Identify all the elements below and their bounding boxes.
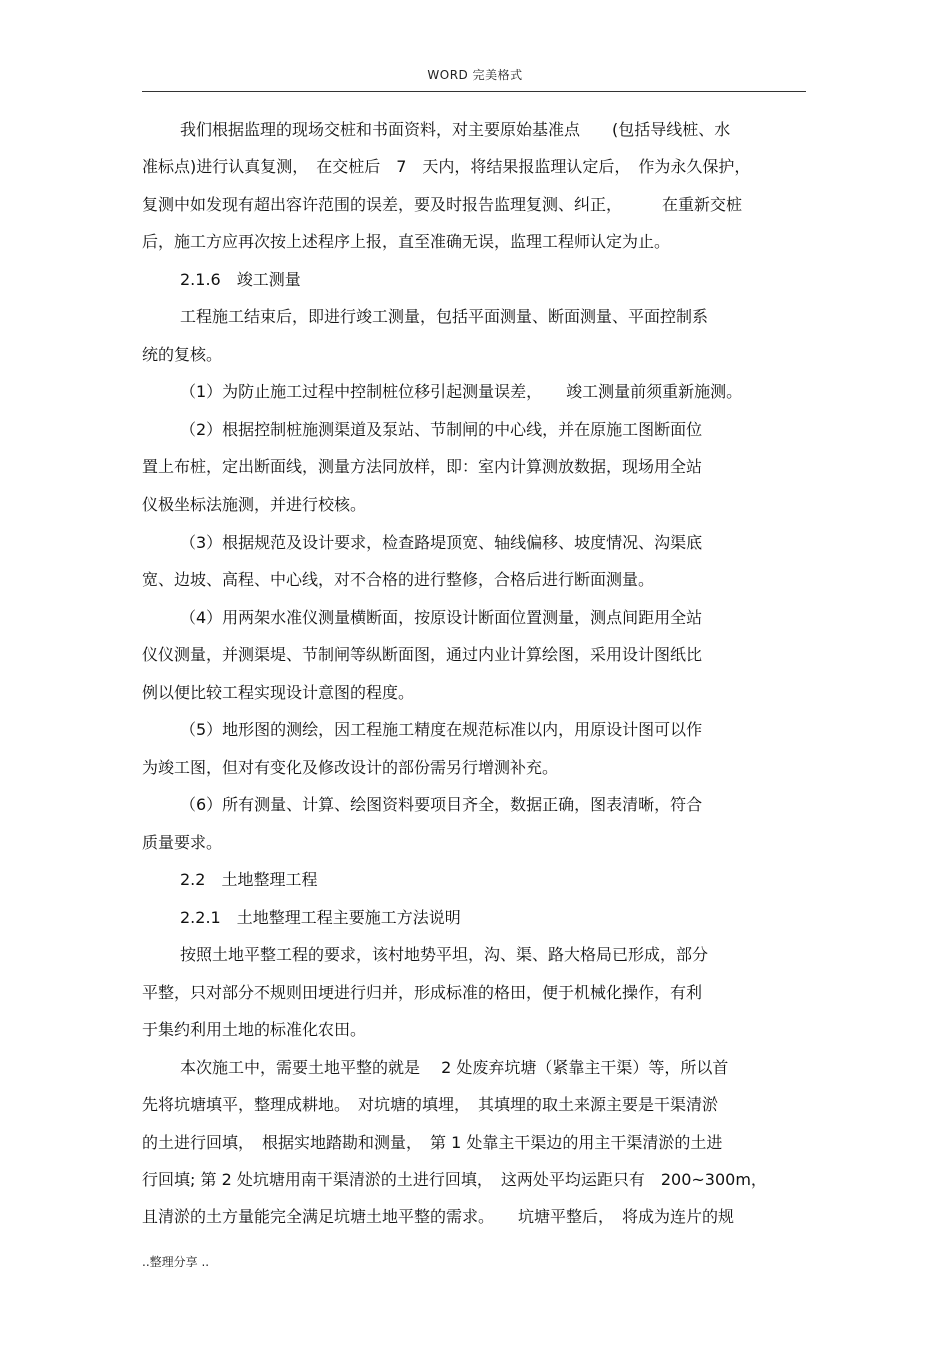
body-line: （5）地形图的测绘，因工程施工精度在规范标准以内，用原设计图可以作: [180, 720, 703, 739]
body-line: 宽、边坡、高程、中心线，对不合格的进行整修，合格后进行断面测量。: [142, 570, 655, 589]
page-header-title: WORD 完美格式: [427, 68, 523, 82]
body-line: 行回填; 第 2 处坑塘用南干渠清淤的土进行回填， 这两处平均运距只有 200~300m，: [142, 1170, 767, 1189]
body-line: 仪极坐标法施测，并进行校核。: [142, 495, 367, 514]
section-heading: 2.1.6 竣工测量: [180, 270, 301, 289]
body-line: （1）为防止施工过程中控制桩位移引起测量误差， 竣工测量前须重新施测。: [180, 382, 743, 401]
section-heading: 2.2.1 土地整理工程主要施工方法说明: [180, 908, 461, 927]
body-line: 例以便比较工程实现设计意图的程度。: [142, 683, 415, 702]
body-line: 按照土地平整工程的要求，该村地势平坦，沟、渠、路大格局已形成，部分: [180, 945, 709, 964]
body-line: 准标点)进行认真复测， 在交桩后 7 天内，将结果报监理认定后， 作为永久保护，: [142, 157, 751, 176]
page-footer: ..整理分享 ..: [142, 1255, 210, 1269]
body-line: 仪仪测量，并测渠堤、节制闸等纵断面图，通过内业计算绘图，采用设计图纸比: [142, 645, 703, 664]
body-line: 先将坑塘填平，整理成耕地。 对坑塘的填埋， 其填埋的取土来源主要是干渠清淤: [142, 1095, 719, 1114]
body-line: 平整，只对部分不规则田埂进行归并，形成标准的格田，便于机械化操作，有利: [142, 983, 703, 1002]
body-line: 于集约利用土地的标准化农田。: [142, 1020, 367, 1039]
section-heading: 2.2 土地整理工程: [180, 870, 318, 889]
body-line: 统的复核。: [142, 345, 223, 364]
body-line: 工程施工结束后，即进行竣工测量，包括平面测量、断面测量、平面控制系: [180, 307, 709, 326]
body-line: 为竣工图，但对有变化及修改设计的部份需另行增测补充。: [142, 758, 559, 777]
body-line: （3）根据规范及设计要求，检查路堤顶宽、轴线偏移、坡度情况、沟渠底: [180, 533, 703, 552]
body-line: （6）所有测量、计算、绘图资料要项目齐全，数据正确，图表清晰，符合: [180, 795, 703, 814]
body-line: 本次施工中，需要土地平整的就是 2 处废弃坑塘（紧靠主干渠）等，所以首: [180, 1058, 729, 1077]
body-line: （2）根据控制桩施测渠道及泵站、节制闸的中心线，并在原施工图断面位: [180, 420, 703, 439]
body-line: 的土进行回填， 根据实地踏勘和测量， 第 1 处靠主干渠边的用主干渠清淤的土进: [142, 1133, 723, 1152]
body-line: 质量要求。: [142, 833, 223, 852]
body-line: 复测中如发现有超出容许范围的误差，要及时报告监理复测、纠正， 在重新交桩: [142, 195, 743, 214]
body-line: 置上布桩，定出断面线，测量方法同放样，即：室内计算测放数据，现场用全站: [142, 457, 703, 476]
body-line: 我们根据监理的现场交桩和书面资料，对主要原始基准点 (包括导线桩、水: [180, 120, 731, 139]
body-line: 且清淤的土方量能完全满足坑塘土地平整的需求。 坑塘平整后， 将成为连片的规: [142, 1207, 735, 1226]
header-divider: [142, 91, 806, 92]
body-line: （4）用两架水准仪测量横断面，按原设计断面位置测量，测点间距用全站: [180, 608, 703, 627]
body-line: 后，施工方应再次按上述程序上报，直至准确无误，监理工程师认定为止。: [142, 232, 671, 251]
